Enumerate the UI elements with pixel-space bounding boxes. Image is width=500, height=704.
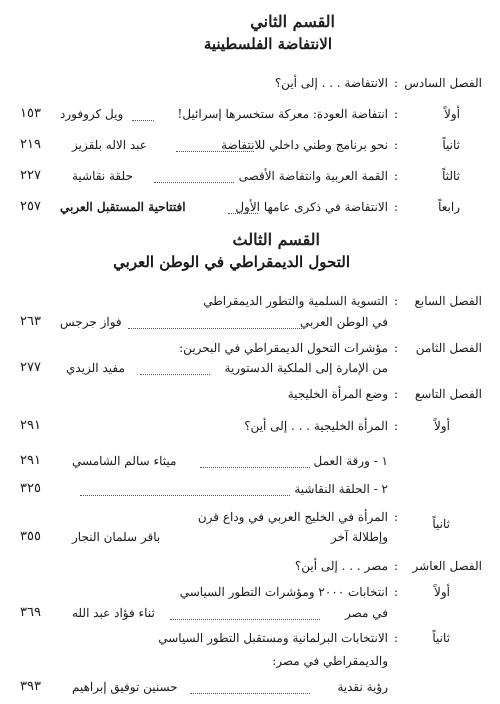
sub-item-author: ميثاء سالم الشامسي xyxy=(72,454,177,468)
dot-leader xyxy=(170,619,320,620)
item-title: نحو برنامج وطني داخلي للانتفاضة xyxy=(221,138,388,152)
colon: : xyxy=(393,419,398,433)
colon: : xyxy=(393,631,398,645)
item-title-line2: وإطلالة آخر xyxy=(330,530,388,544)
item-label: رابعاً xyxy=(438,200,460,214)
ch8-title-line1: مؤشرات التحول الديمقراطي في البحرين: xyxy=(179,341,388,355)
ch6-label: الفصل السادس xyxy=(404,76,482,90)
dot-leader xyxy=(80,495,290,496)
item-title: القمة العربية وانتفاضة الأقصى xyxy=(238,169,388,183)
colon: : xyxy=(393,341,398,355)
item-author: ثناء فؤاد عبد الله xyxy=(72,606,155,620)
item-label: ثانياً xyxy=(432,631,450,645)
dot-leader xyxy=(200,467,310,468)
colon: : xyxy=(393,76,398,90)
colon: : xyxy=(393,138,398,152)
item-title-line1: المرأة في الخليج العربي في وداع قرن xyxy=(197,510,388,524)
ch10-label: الفصل العاشر xyxy=(412,559,482,573)
colon: : xyxy=(393,510,398,524)
item-label: ثالثاً xyxy=(442,169,460,183)
dot-leader xyxy=(154,182,234,183)
sub-item-title: ٢ - الحلقة النقاشية xyxy=(294,482,388,496)
dot-leader xyxy=(190,693,310,694)
page-number: ٢٢٧ xyxy=(20,168,41,183)
page-number: ٢٦٣ xyxy=(20,314,41,329)
part3-subtitle: التحول الديمقراطي في الوطن العربي xyxy=(113,253,350,271)
ch7-title-line2: في الوطن العربي xyxy=(300,315,388,329)
item-author: عبد الاله بلقزيز xyxy=(72,138,147,152)
page-number: ٢٥٧ xyxy=(20,199,41,214)
part2-subtitle: الانتفاضة الفلسطينية xyxy=(203,35,332,53)
item-label: أولاً xyxy=(434,585,450,599)
ch7-author: فواز جرجس xyxy=(60,315,122,329)
ch7-label: الفصل السابع xyxy=(414,294,482,308)
item-title: الانتفاضة في ذكرى عامها الأول xyxy=(235,200,388,214)
ch10-title: مصر . . . إلى أين؟ xyxy=(294,559,388,573)
dot-leader xyxy=(132,120,154,121)
page-number: ٢٧٧ xyxy=(20,360,41,375)
dot-leader xyxy=(140,374,210,375)
page-number: ٢١٩ xyxy=(20,137,41,152)
colon: : xyxy=(393,559,398,573)
page-number: ٢٩١ xyxy=(20,418,41,433)
colon: : xyxy=(393,387,398,401)
item-title-line2: في مصر xyxy=(344,606,388,620)
ch6-title: الانتفاضة . . . إلى أين؟ xyxy=(274,76,388,90)
item-label: ثانياً xyxy=(432,517,450,531)
item-label: أولاً xyxy=(434,419,450,433)
colon: : xyxy=(393,294,398,308)
ch9-label: الفصل التاسع xyxy=(414,387,482,401)
item-title-line1: انتخابات ٢٠٠٠ ومؤشرات التطور السياسي xyxy=(179,585,388,599)
colon: : xyxy=(393,107,398,121)
item-author: ويل كروفورد xyxy=(60,107,124,121)
colon: : xyxy=(393,169,398,183)
page-number: ٣٥٥ xyxy=(20,529,41,544)
page-number: ٢٩١ xyxy=(20,453,41,468)
item-author: افتتاحية المستقبل العربي xyxy=(60,200,186,214)
item-author: حسنين توفيق إبراهيم xyxy=(72,680,178,694)
ch8-label: الفصل الثامن xyxy=(415,341,482,355)
sub-item-title: ١ - ورقة العمل xyxy=(313,454,388,468)
page-number: ١٥٣ xyxy=(20,106,41,121)
item-author: باقر سلمان النجار xyxy=(72,530,161,544)
item-title: المرأة الخليجية . . . إلى أين؟ xyxy=(244,419,388,433)
item-title: انتفاضة العودة: معركة ستخسرها إسرائيل! xyxy=(177,107,388,121)
ch9-title: وضع المرأة الخليجية xyxy=(287,387,388,401)
ch8-author: مفيد الزيدي xyxy=(66,361,125,375)
part2-title: القسم الثاني xyxy=(250,12,335,31)
page-number: ٣٩٣ xyxy=(20,679,41,694)
item-title-line2: والديمقراطي في مصر: xyxy=(272,654,388,668)
item-title-line1: الانتخابات البرلمانية ومستقبل التطور السياسي xyxy=(158,631,388,645)
item-label: أولاً xyxy=(444,107,460,121)
page-number: ٣٦٩ xyxy=(20,605,41,620)
dot-leader xyxy=(228,213,258,214)
ch7-title-line1: التسوية السلمية والتطور الديمقراطي xyxy=(203,294,388,308)
part3-title: القسم الثالث xyxy=(232,230,320,249)
dot-leader xyxy=(176,151,254,152)
page-number: ٣٢٥ xyxy=(20,481,41,496)
dot-leader xyxy=(128,328,304,329)
item-label: ثانياً xyxy=(442,138,460,152)
ch8-title-line2: من الإمارة إلى الملكية الدستورية xyxy=(224,361,388,375)
colon: : xyxy=(393,200,398,214)
item-title-line3: رؤية نقدية xyxy=(337,680,388,694)
item-author: حلقة نقاشية xyxy=(72,169,133,183)
colon: : xyxy=(393,585,398,599)
